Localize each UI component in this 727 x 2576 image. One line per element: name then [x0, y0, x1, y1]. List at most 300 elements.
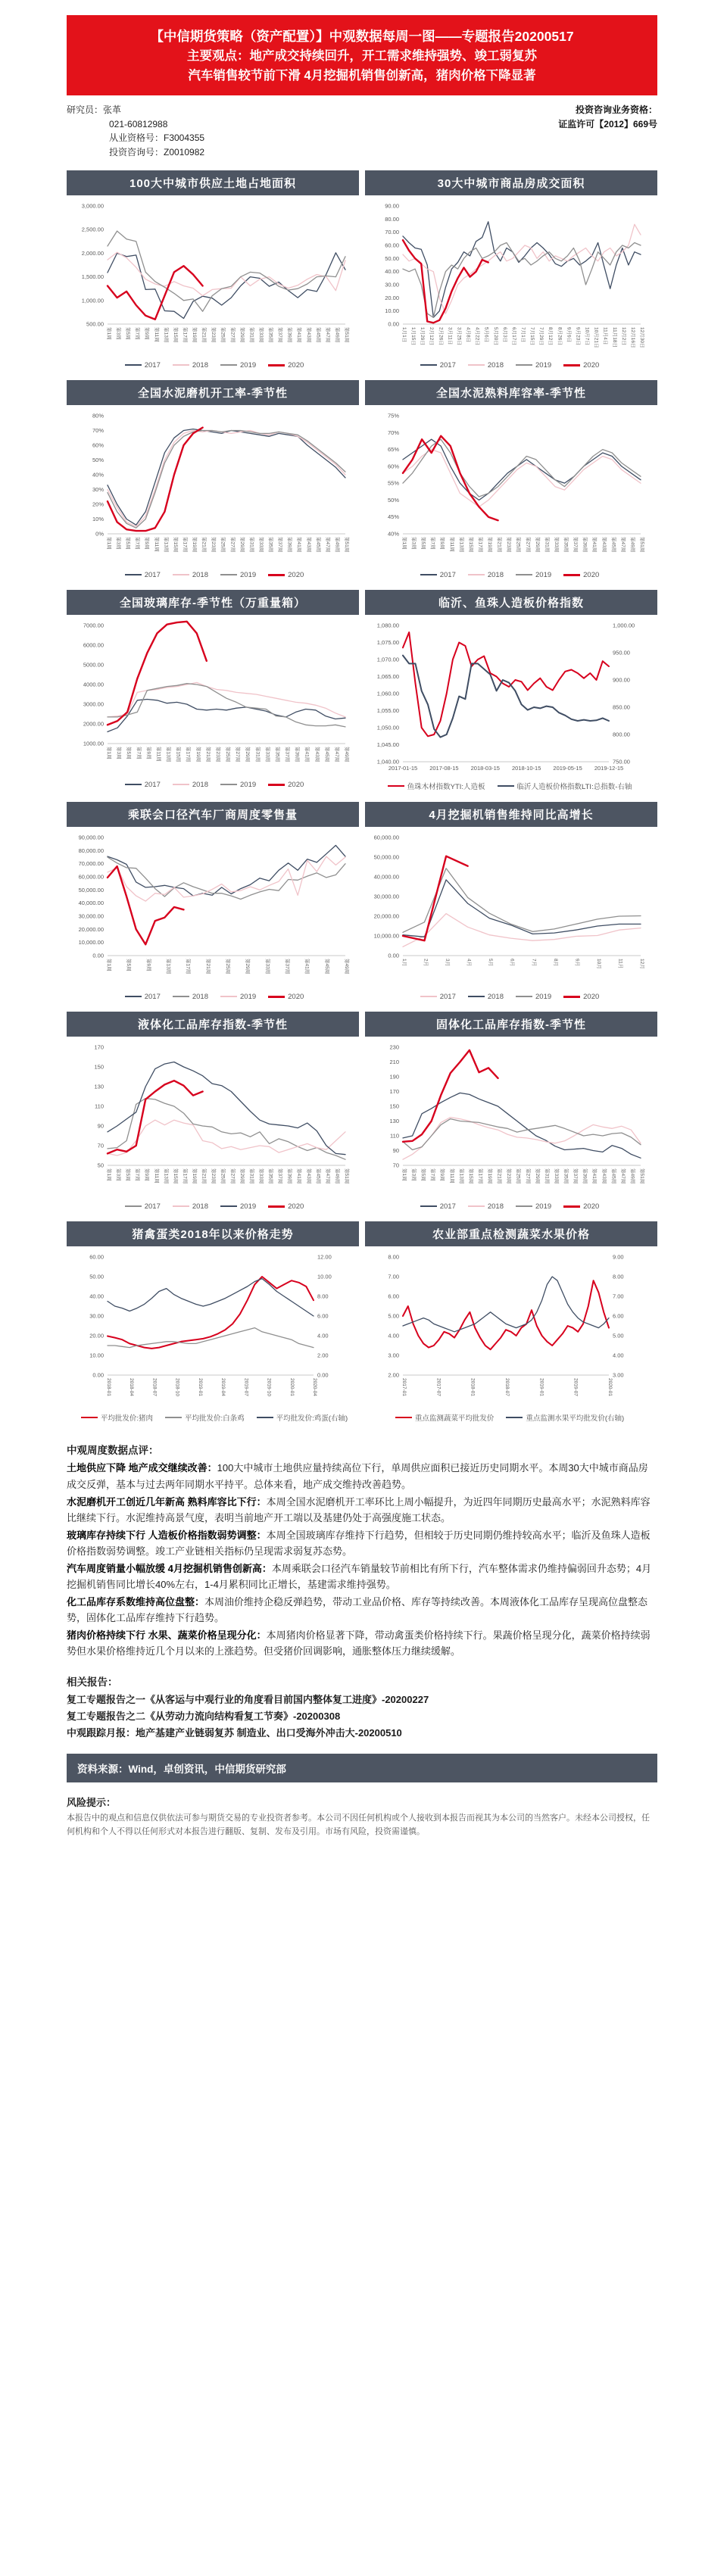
svg-text:70%: 70%: [92, 426, 104, 434]
legend-item: [173, 361, 208, 370]
svg-text:第3周: 第3周: [115, 326, 121, 340]
svg-text:50,000.00: 50,000.00: [78, 886, 104, 893]
svg-text:0.00: 0.00: [92, 952, 104, 959]
svg-text:第15周: 第15周: [467, 1168, 473, 1184]
legend-line-swatch: [165, 1417, 182, 1418]
svg-text:90: 90: [392, 1146, 399, 1154]
legend-line-swatch: [220, 364, 237, 366]
svg-text:3.00: 3.00: [388, 1352, 399, 1359]
svg-text:40.00: 40.00: [385, 267, 399, 275]
svg-text:170: 170: [94, 1043, 104, 1051]
svg-text:第43周: 第43周: [305, 326, 311, 342]
svg-text:8.00: 8.00: [613, 1273, 624, 1280]
legend-label: 2019: [240, 360, 257, 370]
legend-line-swatch: [257, 1417, 273, 1418]
legend-item: [268, 1202, 304, 1211]
svg-text:30%: 30%: [92, 485, 104, 493]
legend-line-swatch: [563, 574, 580, 576]
legend-line-swatch: [125, 996, 142, 997]
legend-item: [563, 1202, 599, 1211]
legend-label: 2020: [288, 570, 304, 579]
svg-text:60,000.00: 60,000.00: [373, 834, 399, 841]
svg-text:1,080.00: 1,080.00: [376, 622, 399, 629]
chart-title-row: [67, 1221, 657, 1246]
legend-line-swatch: [468, 996, 485, 997]
chart-canvas-3: [67, 410, 354, 566]
svg-text:第37周: 第37周: [277, 1168, 283, 1184]
legend-item: [420, 361, 456, 370]
commentary-item-title: 水泥磨机开工创近几年新高 熟料库容比下行：: [67, 1495, 267, 1508]
svg-text:60,000.00: 60,000.00: [78, 873, 104, 881]
chart-canvas-10: [362, 1041, 650, 1197]
chart-11: [67, 1246, 362, 1423]
svg-text:第1周: 第1周: [106, 1168, 111, 1181]
svg-text:第35周: 第35周: [274, 746, 280, 762]
svg-text:70: 70: [392, 1162, 399, 1169]
svg-text:3.00: 3.00: [613, 1371, 624, 1379]
svg-text:第9周: 第9周: [439, 1168, 445, 1181]
svg-text:3月: 3月: [445, 958, 451, 966]
svg-text:第45周: 第45周: [315, 536, 321, 552]
svg-text:第33周: 第33周: [553, 536, 559, 552]
legend-item: [125, 993, 161, 1001]
svg-text:60.00: 60.00: [89, 1253, 104, 1261]
chart-canvas-1: [67, 200, 354, 356]
svg-text:第15周: 第15周: [172, 326, 178, 342]
svg-text:9月23日: 9月23日: [575, 326, 581, 345]
legend-label: 临沂人造板价格指数LTI:总指数-右轴: [516, 782, 632, 791]
license-label: 投资咨询业务资格：: [575, 104, 657, 116]
svg-text:90,000.00: 90,000.00: [78, 834, 104, 841]
svg-text:第23周: 第23周: [506, 1168, 512, 1184]
svg-text:7月15日: 7月15日: [529, 326, 535, 345]
svg-text:10.00: 10.00: [89, 1352, 104, 1359]
chart-title: 全国玻璃库存-季节性（万重量箱）: [67, 590, 359, 615]
related-report-line: 中观跟踪月报：地产基建产业链弱复苏 制造业、出口受海外冲击大-20200510: [67, 1727, 402, 1739]
researcher-block: [67, 103, 204, 159]
svg-text:第49周: 第49周: [334, 1168, 340, 1184]
svg-text:第29周: 第29周: [534, 1168, 540, 1184]
commentary-item-text: 本周油价维持企稳反弹趋势，带动工业品价格、库存等持续改善。本周液体化工品库存呈现高位盘整态势，固体化工品库存维持下行趋势。: [67, 1595, 648, 1623]
svg-text:第45周: 第45周: [610, 1168, 616, 1184]
svg-text:6000.00: 6000.00: [83, 641, 104, 649]
chart-legend-5: [67, 781, 362, 789]
researcher-qualification: 从业资格号：F3004355: [109, 133, 205, 144]
svg-text:第11周: 第11周: [153, 1168, 159, 1184]
legend-line-swatch: [468, 574, 485, 575]
svg-text:第29周: 第29周: [534, 536, 540, 552]
svg-text:2.00: 2.00: [388, 1371, 399, 1379]
chart-title-row: [67, 380, 657, 405]
researcher-name: 研究员：张革: [67, 104, 122, 116]
chart-row: [67, 827, 657, 1001]
svg-text:12月30日: 12月30日: [639, 326, 644, 348]
svg-text:2017-01-15: 2017-01-15: [388, 764, 418, 772]
commentary-item: [67, 1460, 657, 1492]
svg-text:2019-01: 2019-01: [538, 1377, 544, 1396]
svg-text:第21周: 第21周: [201, 326, 207, 342]
legend-line-swatch: [125, 1205, 142, 1207]
legend-line-swatch: [173, 574, 189, 575]
svg-text:第19周: 第19周: [192, 326, 198, 342]
svg-text:150: 150: [389, 1102, 399, 1110]
weekly-commentary: [67, 1442, 657, 1659]
chart-1: [67, 195, 362, 370]
svg-text:1000.00: 1000.00: [83, 740, 104, 747]
svg-text:40.00: 40.00: [89, 1293, 104, 1300]
legend-item: [125, 1202, 161, 1211]
svg-text:7.00: 7.00: [613, 1293, 624, 1300]
legend-line-swatch: [516, 996, 532, 997]
svg-text:第21周: 第21周: [201, 536, 207, 552]
svg-text:第9周: 第9周: [145, 746, 151, 759]
related-reports-heading: 相关报告：: [67, 1676, 118, 1689]
legend-label: 2018: [192, 570, 208, 579]
svg-text:20.00: 20.00: [89, 1332, 104, 1339]
legend-label: 2019: [240, 780, 257, 789]
chart-canvas-5: [67, 619, 354, 775]
svg-text:1,055.00: 1,055.00: [376, 706, 399, 714]
legend-item: [165, 1412, 245, 1423]
svg-text:12月: 12月: [639, 958, 644, 969]
svg-text:第33周: 第33周: [257, 536, 264, 552]
legend-label: 2017: [439, 570, 456, 579]
svg-text:80.00: 80.00: [385, 215, 399, 223]
svg-text:2020-04: 2020-04: [312, 1377, 317, 1396]
svg-text:8.00: 8.00: [388, 1253, 399, 1261]
svg-text:7.00: 7.00: [388, 1273, 399, 1280]
legend-line-swatch: [420, 1205, 437, 1207]
svg-text:75%: 75%: [387, 412, 399, 419]
svg-text:第9周: 第9周: [144, 536, 150, 550]
svg-text:8.00: 8.00: [317, 1293, 329, 1300]
svg-text:7月29日: 7月29日: [538, 326, 544, 345]
legend-line-swatch: [268, 1205, 285, 1208]
chart-title: 农业部重点检测蔬菜水果价格: [365, 1221, 657, 1246]
svg-text:9月9日: 9月9日: [566, 326, 572, 342]
svg-text:4000.00: 4000.00: [83, 681, 104, 688]
svg-text:第7周: 第7周: [429, 536, 435, 550]
legend-line-swatch: [268, 364, 285, 366]
legend-item: [125, 571, 161, 579]
commentary-item: [67, 1594, 657, 1626]
svg-text:1月: 1月: [401, 958, 407, 966]
svg-text:第13周: 第13周: [165, 746, 171, 762]
legend-item: [268, 781, 304, 789]
svg-text:2018-07: 2018-07: [504, 1377, 510, 1396]
svg-text:130: 130: [94, 1083, 104, 1090]
svg-text:第3周: 第3周: [410, 536, 417, 550]
legend-item: [468, 361, 504, 370]
legend-label: 2020: [288, 1202, 304, 1211]
svg-text:8月12日: 8月12日: [548, 326, 554, 345]
commentary-item-text: 本周全国玻璃库存维持下行趋势，但相较于历史同期仍维持较高水平；临沂及鱼珠人造板价格指数弱势调整。竣工产业链相关指标仍呈现需求弱复苏态势。: [67, 1529, 651, 1557]
svg-text:第17周: 第17周: [185, 746, 191, 762]
svg-text:第51周: 第51周: [639, 536, 644, 552]
svg-text:2月: 2月: [423, 958, 429, 966]
chart-title-row: [67, 170, 657, 195]
svg-text:2018-10: 2018-10: [174, 1377, 180, 1396]
report-banner: [67, 15, 657, 95]
svg-text:80,000.00: 80,000.00: [78, 847, 104, 854]
svg-text:第33周: 第33周: [264, 746, 270, 762]
svg-text:第9周: 第9周: [144, 326, 150, 340]
svg-text:1,060.00: 1,060.00: [376, 690, 399, 697]
legend-item: [173, 781, 208, 789]
commentary-item-text: 100大中城市土地供应量持续高位下行，单周供应面积已接近历史同期水平。本周30大中城市商品房成交反弹，基本与过去两年同期水平持平。总体来看，地产成交维持改善趋势。: [67, 1462, 648, 1490]
svg-text:第9周: 第9周: [145, 958, 151, 971]
svg-text:第19周: 第19周: [192, 536, 198, 552]
svg-text:第27周: 第27周: [229, 326, 236, 342]
svg-text:第21周: 第21周: [496, 536, 502, 552]
svg-text:第7周: 第7周: [134, 536, 140, 550]
legend-label: 2020: [583, 1202, 600, 1211]
chart-legend-6: [362, 781, 657, 791]
svg-text:1月29日: 1月29日: [420, 326, 426, 345]
svg-text:第19周: 第19周: [487, 536, 493, 552]
svg-text:190: 190: [389, 1073, 399, 1081]
legend-line-swatch: [468, 1205, 485, 1207]
svg-text:10%: 10%: [92, 515, 104, 522]
svg-text:第17周: 第17周: [477, 1168, 483, 1184]
legend-line-swatch: [268, 574, 285, 576]
svg-text:第37周: 第37周: [277, 326, 283, 342]
banner-sub-view: 汽车销售较节前下滑 4月挖掘机销售创新高，猪肉价格下降显著: [188, 68, 536, 83]
svg-text:第43周: 第43周: [314, 746, 320, 762]
svg-text:50%: 50%: [387, 496, 399, 504]
chart-9: [67, 1037, 362, 1211]
svg-text:2.00: 2.00: [317, 1352, 329, 1359]
legend-line-swatch: [468, 364, 485, 366]
svg-text:50.00: 50.00: [385, 254, 399, 262]
svg-text:第7周: 第7周: [134, 326, 140, 340]
svg-text:65%: 65%: [387, 445, 399, 453]
svg-text:第3周: 第3周: [116, 746, 122, 759]
svg-text:2月12日: 2月12日: [429, 326, 435, 345]
legend-label: 2020: [583, 360, 600, 370]
chart-5: [67, 615, 362, 791]
svg-text:1,000.00: 1,000.00: [613, 622, 635, 629]
svg-text:第11周: 第11周: [153, 326, 159, 342]
svg-text:40,000.00: 40,000.00: [78, 899, 104, 906]
legend-item: [498, 781, 632, 791]
svg-text:20.00: 20.00: [385, 294, 399, 301]
svg-text:第25周: 第25周: [515, 536, 521, 552]
legend-item: [388, 781, 485, 791]
svg-text:第37周: 第37周: [284, 746, 290, 762]
svg-text:第27周: 第27周: [229, 1168, 236, 1184]
svg-text:第7周: 第7周: [429, 1168, 435, 1181]
svg-text:第19周: 第19周: [192, 1168, 198, 1184]
chart-legend-1: [67, 361, 362, 370]
svg-text:2019-04: 2019-04: [220, 1377, 226, 1396]
legend-line-swatch: [173, 996, 189, 997]
svg-text:第41周: 第41周: [296, 536, 302, 552]
legend-label: 重点监测水果平均批发价(右轴): [526, 1414, 625, 1423]
svg-text:90.00: 90.00: [385, 202, 399, 210]
report-content: [67, 0, 657, 1838]
svg-text:第49周: 第49周: [629, 536, 635, 552]
svg-text:第47周: 第47周: [324, 326, 330, 342]
svg-text:2019-05-15: 2019-05-15: [553, 764, 582, 772]
license-number: 证监许可【2012】669号: [558, 118, 657, 129]
chart-row: [67, 1037, 657, 1211]
svg-text:50.00: 50.00: [89, 1273, 104, 1280]
legend-label: 2019: [240, 992, 257, 1001]
legend-line-swatch: [220, 1205, 237, 1207]
svg-text:第45周: 第45周: [323, 746, 329, 762]
svg-text:第35周: 第35周: [563, 1168, 569, 1184]
svg-text:第41周: 第41周: [296, 1168, 302, 1184]
commentary-item: [67, 1527, 657, 1559]
svg-text:1,040.00: 1,040.00: [376, 758, 399, 766]
svg-text:5.00: 5.00: [613, 1332, 624, 1339]
charts-grid: [67, 170, 657, 1423]
svg-text:第23周: 第23周: [211, 1168, 217, 1184]
svg-text:第15周: 第15周: [172, 1168, 178, 1184]
svg-text:12月2日: 12月2日: [620, 326, 626, 345]
svg-text:1,045.00: 1,045.00: [376, 741, 399, 748]
chart-10: [362, 1037, 657, 1211]
chart-legend-3: [67, 571, 362, 579]
svg-text:第31周: 第31周: [544, 1168, 550, 1184]
legend-item: [268, 361, 304, 370]
legend-item: [468, 571, 504, 579]
svg-text:第23周: 第23周: [214, 746, 220, 762]
legend-label: 2017: [439, 1202, 456, 1211]
legend-item: [420, 571, 456, 579]
chart-legend-12: [362, 1412, 657, 1423]
svg-text:2019-07: 2019-07: [573, 1377, 579, 1396]
legend-label: 2018: [192, 992, 208, 1001]
svg-text:50: 50: [97, 1162, 104, 1169]
legend-label: 2020: [288, 992, 304, 1001]
svg-text:55%: 55%: [387, 479, 399, 487]
legend-item: [395, 1412, 495, 1423]
commentary-item-title: 汽车周度销量小幅放缓 4月挖掘机销售创新高：: [67, 1562, 272, 1574]
svg-text:210: 210: [389, 1058, 399, 1065]
legend-label: 2017: [439, 992, 456, 1001]
svg-text:10月7日: 10月7日: [584, 326, 590, 345]
svg-text:第41周: 第41周: [591, 536, 598, 552]
svg-text:1月1日: 1月1日: [401, 326, 407, 342]
svg-text:2017-08-15: 2017-08-15: [429, 764, 459, 772]
svg-text:第1周: 第1周: [106, 536, 111, 550]
svg-text:第33周: 第33周: [553, 1168, 559, 1184]
legend-item: [173, 993, 208, 1001]
svg-text:2,000.00: 2,000.00: [81, 249, 104, 257]
svg-text:第23周: 第23周: [506, 536, 512, 552]
svg-text:8月: 8月: [552, 958, 558, 966]
svg-text:第3周: 第3周: [410, 1168, 417, 1181]
svg-text:6月3日: 6月3日: [501, 326, 507, 342]
legend-label: 2020: [583, 570, 600, 579]
legend-line-swatch: [173, 364, 189, 366]
svg-text:第29周: 第29周: [245, 958, 251, 974]
commentary-item-title: 猪肉价格持续下行 水果、蔬菜价格呈现分化：: [67, 1629, 267, 1641]
svg-text:1,075.00: 1,075.00: [376, 638, 399, 646]
commentary-item-text: 本周乘联会口径汽车销量较节前相比有所下行，汽车整体需求仍维持偏弱回升态势；4月挖掘机销售同比增长40%左右，1-4月累积同比正增长，基建需求维持强势。: [67, 1562, 652, 1590]
legend-label: 2020: [288, 780, 304, 789]
legend-line-swatch: [268, 996, 285, 998]
legend-item: [268, 571, 304, 579]
legend-label: 2017: [439, 360, 456, 370]
svg-text:2018-03-15: 2018-03-15: [470, 764, 500, 772]
legend-label: 鱼珠木材指数YTI:人造板: [407, 782, 485, 791]
svg-text:70,000.00: 70,000.00: [78, 859, 104, 867]
svg-text:45%: 45%: [387, 513, 399, 520]
svg-text:第21周: 第21周: [204, 958, 211, 974]
svg-text:80%: 80%: [92, 412, 104, 419]
svg-text:第3周: 第3周: [115, 1168, 121, 1181]
chart-legend-8: [362, 993, 657, 1001]
svg-text:第39周: 第39周: [582, 1168, 588, 1184]
legend-line-swatch: [563, 996, 580, 998]
svg-text:第39周: 第39周: [286, 536, 292, 552]
svg-text:第25周: 第25周: [220, 536, 226, 552]
svg-text:第25周: 第25周: [225, 958, 230, 974]
svg-text:7月1日: 7月1日: [520, 326, 526, 342]
svg-text:3,000.00: 3,000.00: [81, 202, 104, 210]
svg-text:40%: 40%: [92, 471, 104, 479]
legend-label: 2019: [535, 570, 552, 579]
svg-text:5月6日: 5月6日: [483, 326, 489, 342]
svg-text:3000.00: 3000.00: [83, 700, 104, 708]
svg-text:第51周: 第51周: [344, 536, 349, 552]
svg-text:70: 70: [97, 1142, 104, 1149]
legend-item: [173, 1202, 208, 1211]
legend-item: [516, 1202, 551, 1211]
svg-text:5000.00: 5000.00: [83, 661, 104, 669]
legend-line-swatch: [516, 364, 532, 366]
risk-text: 本报告中的观点和信息仅供依法可参与期货交易的专业投资者参考。本公司不因任何机构或个人接收到本报告而视其为本公司的当然客户。未经本公司授权，任何机构和个人不得以任何形式对本报告进行翻版、复制、发布及引用。市场有风险，投资需谨慎。: [67, 1813, 650, 1836]
commentary-item-text: 本周猪肉价格显著下降，带动禽蛋类价格持续下行。果蔬价格呈现分化，蔬菜价格持续弱势但水果价格维持近几个月以来的上涨趋势。但受猪价回调影响，通胀整体压力继续缓解。: [67, 1629, 651, 1657]
svg-text:第47周: 第47周: [324, 1168, 330, 1184]
commentary-item-text: 本周全国水泥磨机开工率环比上周小幅提升，为近四年同期历史最高水平；水泥熟料库容比继续下行。水泥维持高景气度，表明当前地产开工端以及基建仍处于高强度施工状态。: [67, 1495, 651, 1523]
svg-text:第29周: 第29周: [239, 536, 245, 552]
commentary-item-title: 玻璃库存持续下行 人造板价格指数弱势调整：: [67, 1529, 267, 1541]
svg-text:10月: 10月: [595, 958, 601, 969]
svg-text:第13周: 第13周: [458, 1168, 464, 1184]
svg-text:第17周: 第17周: [185, 958, 191, 974]
svg-text:第5周: 第5周: [126, 958, 132, 971]
chart-4: [362, 405, 657, 579]
legend-line-swatch: [420, 574, 437, 575]
chart-title-row: [67, 1012, 657, 1037]
legend-line-swatch: [125, 784, 142, 785]
chart-title: 临沂、鱼珠人造板价格指数: [365, 590, 657, 615]
legend-item: [220, 571, 256, 579]
svg-text:第27周: 第27周: [525, 536, 531, 552]
chart-legend-4: [362, 571, 657, 579]
svg-text:第37周: 第37周: [573, 536, 579, 552]
svg-text:40%: 40%: [387, 530, 399, 538]
svg-text:第35周: 第35周: [563, 536, 569, 552]
svg-text:130: 130: [389, 1117, 399, 1124]
svg-text:1,500.00: 1,500.00: [81, 273, 104, 280]
svg-text:第43周: 第43周: [305, 536, 311, 552]
commentary-item: [67, 1561, 657, 1592]
svg-text:第51周: 第51周: [344, 326, 349, 342]
legend-line-swatch: [395, 1417, 412, 1418]
legend-label: 2020: [288, 360, 304, 370]
license-block: [558, 103, 657, 159]
svg-text:第25周: 第25周: [225, 746, 230, 762]
svg-text:10月21日: 10月21日: [593, 326, 599, 348]
svg-text:第27周: 第27周: [525, 1168, 531, 1184]
svg-text:3月11日: 3月11日: [447, 326, 453, 345]
svg-text:第49周: 第49周: [629, 1168, 635, 1184]
